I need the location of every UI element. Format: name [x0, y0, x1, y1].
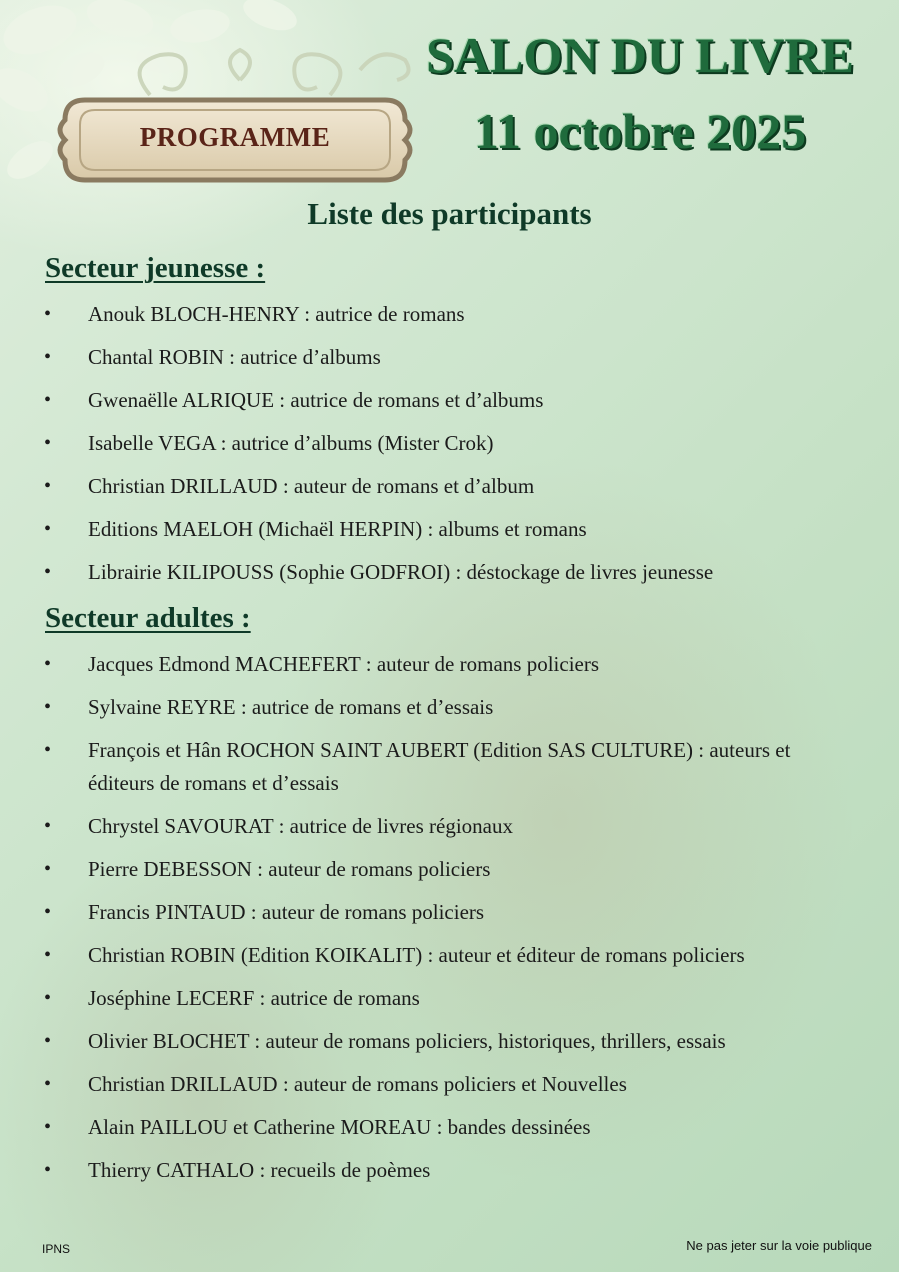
section-heading-adultes: Secteur adultes :: [45, 602, 251, 634]
list-item: • Thierry CATHALO : recueils de poèmes: [0, 1154, 899, 1187]
list-item: • Pierre DEBESSON : auteur de romans policiers: [0, 853, 899, 886]
list-item: • Jacques Edmond MACHEFERT : auteur de romans policiers: [0, 648, 899, 681]
programme-label: PROGRAMME: [139, 122, 331, 152]
event-title: SALON DU LIVRE: [426, 27, 854, 83]
section-heading-jeunesse: Secteur jeunesse :: [45, 252, 266, 284]
list-item: • Joséphine LECERF : autrice de romans: [0, 982, 899, 1015]
list-item: • Christian ROBIN (Edition KOIKALIT) : auteur et éditeur de romans policiers: [0, 939, 899, 972]
footer-notice: Ne pas jeter sur la voie publique: [686, 1238, 872, 1253]
jeunesse-list: [0, 298, 899, 589]
list-item: • Editions MAELOH (Michaël HERPIN) : albums et romans: [0, 513, 899, 546]
event-date: 11 octobre 2025: [473, 103, 807, 159]
list-item: • Chantal ROBIN : autrice d’albums: [0, 341, 899, 374]
participants-list-title: Liste des participants: [307, 196, 592, 231]
footer-ipns: IPNS: [42, 1242, 71, 1256]
list-item: • Isabelle VEGA : autrice d’albums (Mister Crok): [0, 427, 899, 460]
list-item: • Anouk BLOCH-HENRY : autrice de romans: [0, 298, 899, 331]
list-item: • Olivier BLOCHET : auteur de romans policiers, historiques, thrillers, essais: [0, 1025, 899, 1058]
adultes-list: [0, 648, 899, 1187]
list-item: • François et Hân ROCHON SAINT AUBERT (Edition SAS CULTURE) : auteurs et éditeurs de romans et d’essais: [0, 734, 899, 800]
list-item: • Alain PAILLOU et Catherine MOREAU : bandes dessinées: [0, 1111, 899, 1144]
list-item: • Chrystel SAVOURAT : autrice de livres régionaux: [0, 810, 899, 843]
list-item: • Gwenaëlle ALRIQUE : autrice de romans et d’albums: [0, 384, 899, 417]
list-item: • Christian DRILLAUD : auteur de romans et d’album: [0, 470, 899, 503]
list-item: • Francis PINTAUD : auteur de romans policiers: [0, 896, 899, 929]
list-item: • Librairie KILIPOUSS (Sophie GODFROI) : déstockage de livres jeunesse: [0, 556, 899, 589]
list-item: • Christian DRILLAUD : auteur de romans policiers et Nouvelles: [0, 1068, 899, 1101]
list-item: • Sylvaine REYRE : autrice de romans et d’essais: [0, 691, 899, 724]
